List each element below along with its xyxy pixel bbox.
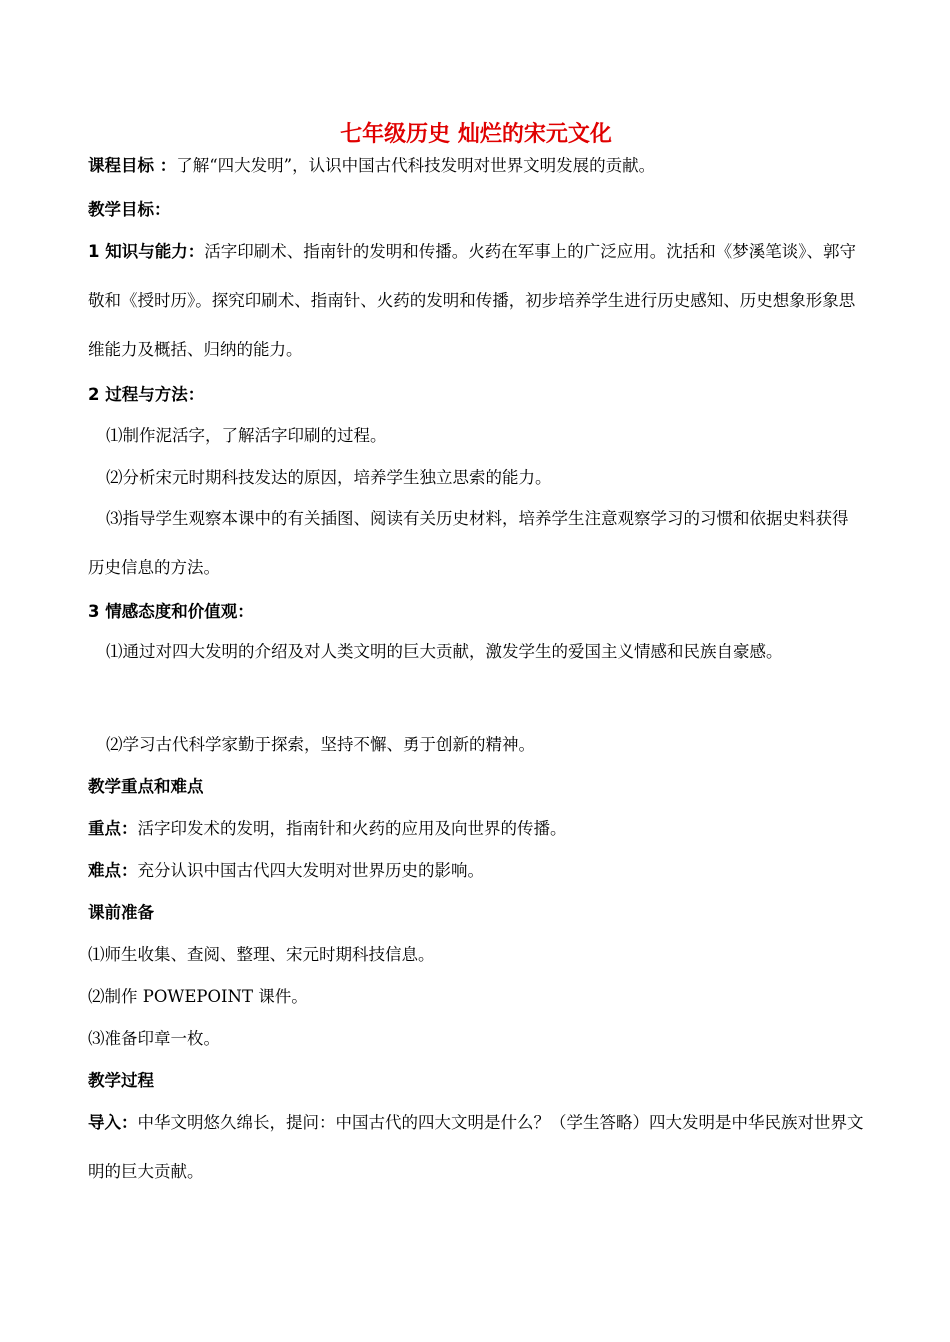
key-point-label: 重点： <box>88 819 138 838</box>
goal-2-item-3: ⑶指导学生观察本课中的有关插图、阅读有关历史材料，培养学生注意观察学习的习惯和依据史料获得历史信息的方法。 <box>88 509 849 577</box>
difficult-point <box>88 859 864 883</box>
intro-text: 中华文明悠久绵长，提问：中国古代的四大文明是什么？（学生答略）四大发明是中华民族对世界文明的巨大贡献。 <box>88 1113 864 1181</box>
prep-item-3: ⑶准备印章一枚。 <box>88 1029 220 1048</box>
intro-label: 导入： <box>88 1113 138 1132</box>
goal-3-item-2: ⑵学习古代科学家勤于探索，坚持不懈、勇于创新的精神。 <box>106 735 535 754</box>
goal-1-label: 1 知识与能力： <box>88 242 205 261</box>
intro <box>88 1098 864 1196</box>
course-goal-label: 课程目标 ： <box>88 156 177 175</box>
course-goal-text: 了解“四大发明”，认识中国古代科技发明对世界文明发展的贡献。 <box>176 156 656 175</box>
goal-2-item-1: ⑴制作泥活字，了解活字印刷的过程。 <box>106 426 387 445</box>
prep-item-2: ⑵制作 POWEPOINT 课件。 <box>88 987 308 1006</box>
key-heading: 教学重点和难点 <box>88 777 204 796</box>
teach-goals-heading: 教学目标： <box>88 200 171 219</box>
difficult-point-label: 难点： <box>88 861 138 880</box>
course-goal <box>88 154 864 178</box>
process-heading: 教学过程 <box>88 1071 154 1090</box>
key-point-text: 活字印发术的发明，指南针和火药的应用及向世界的传播。 <box>137 819 567 838</box>
document-title: 七年级历史 灿烂的宋元文化 <box>340 122 612 147</box>
goal-2-heading: 2 过程与方法： <box>88 385 205 404</box>
goal-3-heading: 3 情感态度和价值观： <box>88 602 254 621</box>
key-point <box>88 817 864 841</box>
goal-1-text: 活字印刷术、指南针的发明和传播。火药在军事上的广泛应用。沈括和《梦溪笔谈》、郭守敬和《授时历》。探究印刷术、指南针、火药的发明和传播，初步培养学生进行历史感知、历史想象形象思维能力及概括、归纳的能力。 <box>88 242 856 359</box>
difficult-point-text: 充分认识中国古代四大发明对世界历史的影响。 <box>137 861 484 880</box>
goal-2-item-2: ⑵分析宋元时期科技发达的原因，培养学生独立思索的能力。 <box>106 468 552 487</box>
prep-item-1: ⑴师生收集、查阅、整理、宋元时期科技信息。 <box>88 945 435 964</box>
goal-1 <box>88 227 864 374</box>
goal-3-item-1: ⑴通过对四大发明的介绍及对人类文明的巨大贡献，激发学生的爱国主义情感和民族自豪感。 <box>106 642 783 661</box>
prep-heading: 课前准备 <box>88 903 154 922</box>
